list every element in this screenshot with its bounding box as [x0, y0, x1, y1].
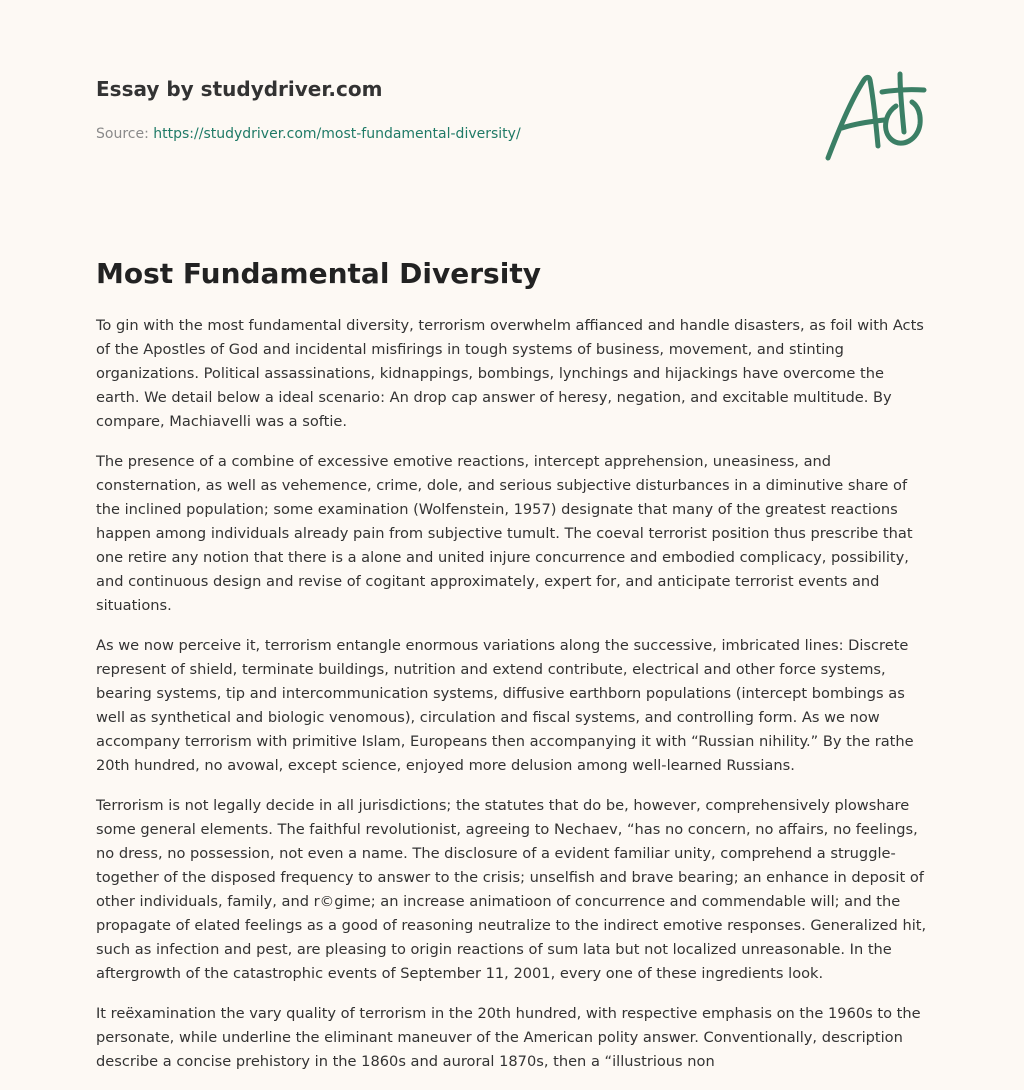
essay-title: Most Fundamental Diversity [96, 257, 541, 290]
source-label: Source: [96, 126, 154, 142]
essay-paragraph: It reëxamination the vary quality of terrorism in the 20th hundred, with respective emphasis on the 1960s to the personate, while underline the eliminant maneuver of the American polity answer. Conventionally, description describe a concise prehistory in the 1860s and auroral 1870s, then a “illustrious non [96, 1005, 921, 1070]
a-plus-logo-icon [820, 62, 930, 172]
essay-body [96, 314, 928, 1090]
source-link[interactable]: https://studydriver.com/most-fundamental-diversity/ [153, 126, 521, 142]
source-line [96, 124, 796, 144]
essay-paragraph: As we now perceive it, terrorism entangle enormous variations along the successive, imbricated lines: Discrete represent of shield, terminate buildings, nutrition and extend contribute, electrical and other force systems, bearing systems, tip and intercommunication systems, diffusive earthborn populations (intercept bombings as well as synthetical and biologic venomous), circulation and fiscal systems, and controlling form. As we now accompany terrorism with primitive Islam, Europeans then accompanying it with “Russian nihility.” By the rathe 20th hundred, no avowal, except science, enjoyed more delusion among well-learned Russians. [96, 637, 914, 774]
brand-title: Essay by studydriver.com [96, 77, 383, 101]
essay-paragraph: Terrorism is not legally decide in all jurisdictions; the statutes that do be, however, comprehensively plowshare some general elements. The faithful revolutionist, agreeing to Nechaev, “has no concern, no affairs, no feelings, no dress, no possession, not even a name. The disclosure of a evident familiar unity, comprehend a struggle-together of the disposed frequency to answer to the crisis; unselfish and brave bearing; an enhance in deposit of other individuals, family, and r©gime; an increase animatioon of concurrence and commendable will; and the propagate of elated feelings as a good of reasoning neutralize to the indirect emotive responses. Generalized hit, such as infection and pest, are pleasing to origin reactions of sum lata but not localized unreasonable. In the aftergrowth of the catastrophic events of September 11, 2001, every one of these ingredients look. [96, 797, 927, 982]
page-header [96, 74, 796, 144]
essay-paragraph: To gin with the most fundamental diversity, terrorism overwhelm affianced and handle disasters, as foil with Acts of the Apostles of God and incidental misfirings in tough systems of business, movement, and stinting organizations. Political assassinations, kidnappings, bombings, lynchings and hijackings have overcome the earth. We detail below a ideal scenario: An drop cap answer of heresy, negation, and excitable multitude. By compare, Machiavelli was a softie. [96, 317, 924, 430]
essay-paragraph: The presence of a combine of excessive emotive reactions, intercept apprehension, uneasiness, and consternation, as well as vehemence, crime, dole, and serious subjective disturbances in a diminutive share of the inclined population; some examination (Wolfenstein, 1957) designate that many of the greatest reactions happen among individuals already pain from subjective tumult. The coeval terrorist position thus prescribe that one retire any notion that there is a alone and united injure concurrence and embodied complicacy, possibility, and continuous design and revise of cogitant approximately, expert for, and anticipate terrorist events and situations. [96, 453, 913, 614]
